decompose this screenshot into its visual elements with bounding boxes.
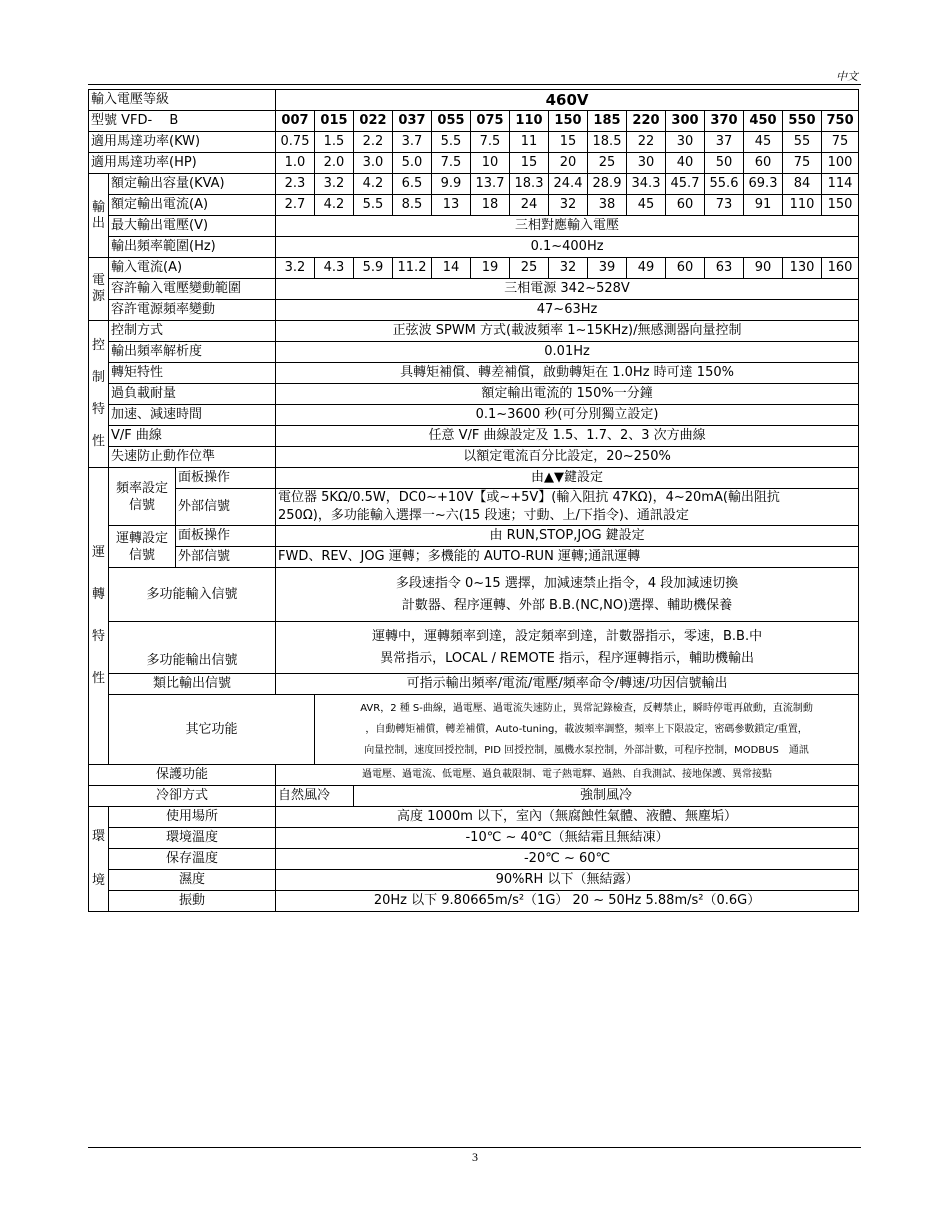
multi-input-line-1: 多段速指令 0~15 選擇，加減速禁止指令，4 段加減速切換: [395, 575, 739, 591]
multi-input-value: [276, 568, 859, 622]
freq-tolerance-label: 容許電源頻率變動: [109, 300, 276, 321]
overload-value: 額定輸出電流的 150%一分鐘: [276, 384, 859, 405]
output-current-value: 32: [549, 195, 588, 216]
motor-kw-value: 37: [705, 132, 744, 153]
accel-decel-value: 0.1~3600 秒(可分別獨立設定): [276, 405, 859, 426]
motor-hp-value: 50: [705, 153, 744, 174]
other-functions-line-1: AVR，2 種 S-曲線，過電壓、過電流失速防止，異常記錄檢查，反轉禁止，瞬時停電再啟動，直流制動: [360, 703, 813, 714]
input-current-value: 90: [744, 258, 783, 279]
output-current-value: 5.5: [354, 195, 393, 216]
cooling-forced: 強制風冷: [354, 786, 859, 807]
power-group-label: 電源: [89, 258, 109, 321]
freq-resolution-value: 0.01Hz: [276, 342, 859, 363]
input-current-value: 3.2: [276, 258, 315, 279]
freq-range-label: 輸出頻率範圍(Hz): [109, 237, 276, 258]
location-label: 使用場所: [109, 807, 276, 828]
model-code: 055: [432, 111, 471, 132]
overload-label: 過負載耐量: [109, 384, 276, 405]
model-label: 型號 VFD- B: [89, 111, 276, 132]
output-kva-value: 114: [822, 174, 859, 195]
output-kva-value: 84: [783, 174, 822, 195]
run-external-label: 外部信號: [176, 547, 276, 568]
stall-prevention-label: 失速防止動作位準: [109, 447, 276, 468]
operation-group-label: 運轉特性: [89, 468, 109, 765]
output-kva-value: 24.4: [549, 174, 588, 195]
model-code: 007: [276, 111, 315, 132]
output-current-value: 24: [510, 195, 549, 216]
output-kva-value: 9.9: [432, 174, 471, 195]
model-code: 550: [783, 111, 822, 132]
input-current-value: 130: [783, 258, 822, 279]
page-number: 3: [472, 1150, 478, 1164]
input-current-value: 49: [627, 258, 666, 279]
freq-range-value: 0.1~400Hz: [276, 237, 859, 258]
freq-external-value: [276, 489, 859, 526]
freq-resolution-label: 輸出頻率解析度: [109, 342, 276, 363]
motor-kw-value: 2.2: [354, 132, 393, 153]
vf-curve-value: 任意 V/F 曲線設定及 1.5、1.7、2、3 次方曲線: [276, 426, 859, 447]
ambient-temp-value: -10℃ ~ 40℃（無結霜且無結凍）: [276, 828, 859, 849]
output-kva-value: 28.9: [588, 174, 627, 195]
motor-kw-value: 18.5: [588, 132, 627, 153]
freq-tolerance-value: 47~63Hz: [276, 300, 859, 321]
motor-kw-value: 5.5: [432, 132, 471, 153]
cooling-natural: 自然風冷: [276, 786, 354, 807]
motor-hp-value: 3.0: [354, 153, 393, 174]
run-panel-label: 面板操作: [176, 526, 276, 547]
vibration-label: 振動: [109, 891, 276, 912]
run-setting-label: 運轉設定信號: [109, 526, 176, 568]
motor-hp-value: 5.0: [393, 153, 432, 174]
motor-kw-value: 22: [627, 132, 666, 153]
input-current-value: 25: [510, 258, 549, 279]
other-functions-label: 其它功能: [109, 695, 315, 765]
humidity-value: 90%RH 以下（無結露）: [276, 870, 859, 891]
multi-output-label: 多功能輸出信號: [109, 622, 276, 674]
output-current-value: 18: [471, 195, 510, 216]
footer-rule: [88, 1147, 861, 1148]
motor-hp-value: 1.0: [276, 153, 315, 174]
motor-hp-value: 7.5: [432, 153, 471, 174]
motor-hp-value: 10: [471, 153, 510, 174]
vf-curve-label: V/F 曲線: [109, 426, 276, 447]
input-current-value: 160: [822, 258, 859, 279]
cooling-label: 冷卻方式: [89, 786, 276, 807]
motor-kw-value: 11: [510, 132, 549, 153]
output-current-value: 4.2: [315, 195, 354, 216]
accel-decel-label: 加速、減速時間: [109, 405, 276, 426]
output-kva-value: 45.7: [666, 174, 705, 195]
output-kva-value: 2.3: [276, 174, 315, 195]
motor-kw-value: 7.5: [471, 132, 510, 153]
output-current-value: 60: [666, 195, 705, 216]
motor-hp-value: 60: [744, 153, 783, 174]
output-kva-value: 4.2: [354, 174, 393, 195]
motor-kw-value: 1.5: [315, 132, 354, 153]
location-value: 高度 1000m 以下，室內（無腐蝕性氣體、液體、無塵垢）: [276, 807, 859, 828]
model-code: 150: [549, 111, 588, 132]
motor-kw-value: 55: [783, 132, 822, 153]
max-voltage-value: 三相對應輸入電壓: [276, 216, 859, 237]
output-kva-value: 6.5: [393, 174, 432, 195]
model-code: 015: [315, 111, 354, 132]
multi-input-label: 多功能輸入信號: [109, 568, 276, 622]
model-code: 300: [666, 111, 705, 132]
model-code: 750: [822, 111, 859, 132]
freq-external-label: 外部信號: [176, 489, 276, 526]
motor-hp-value: 2.0: [315, 153, 354, 174]
input-current-value: 19: [471, 258, 510, 279]
control-method-label: 控制方式: [109, 321, 276, 342]
output-current-value: 2.7: [276, 195, 315, 216]
voltage-tolerance-label: 容許輸入電壓變動範圍: [109, 279, 276, 300]
output-current-value: 13: [432, 195, 471, 216]
humidity-label: 濕度: [109, 870, 276, 891]
freq-external-line-2: 250Ω)，多功能輸入選擇一~六(15 段速；寸動、上/下指令)、通訊設定: [278, 508, 689, 523]
output-kva-value: 3.2: [315, 174, 354, 195]
model-code: 022: [354, 111, 393, 132]
output-current-value: 45: [627, 195, 666, 216]
analog-output-value: 可指示輸出頻率/電流/電壓/頻率命令/轉速/功因信號輸出: [276, 674, 859, 695]
torque-value: 具轉矩補償、轉差補償，啟動轉矩在 1.0Hz 時可達 150%: [276, 363, 859, 384]
motor-hp-label: 適用馬達功率(HP): [89, 153, 276, 174]
motor-hp-value: 25: [588, 153, 627, 174]
run-panel-value: 由 RUN,STOP,JOG 鍵設定: [276, 526, 859, 547]
motor-hp-value: 30: [627, 153, 666, 174]
storage-temp-value: -20℃ ~ 60℃: [276, 849, 859, 870]
motor-hp-value: 75: [783, 153, 822, 174]
spec-table: [88, 89, 859, 912]
run-external-value: FWD、REV、JOG 運轉；多機能的 AUTO-RUN 運轉;通訊運轉: [276, 547, 859, 568]
storage-temp-label: 保存溫度: [109, 849, 276, 870]
input-current-value: 32: [549, 258, 588, 279]
motor-hp-value: 100: [822, 153, 859, 174]
analog-output-label: 類比輸出信號: [109, 674, 276, 695]
control-group-label: 控制特性: [89, 321, 109, 468]
motor-kw-value: 0.75: [276, 132, 315, 153]
stall-prevention-value: 以額定電流百分比設定，20~250%: [276, 447, 859, 468]
motor-kw-value: 30: [666, 132, 705, 153]
input-current-label: 輸入電流(A): [109, 258, 276, 279]
output-group-label: 輸出: [89, 174, 109, 258]
vibration-value: 20Hz 以下 9.80665m/s²（1G） 20 ~ 50Hz 5.88m/s²（0.6G）: [276, 891, 859, 912]
model-code: 220: [627, 111, 666, 132]
protection-value: 過電壓、過電流、低電壓、過負載限制、電子熱電驛、過熱、自我測試、接地保護、異常接點: [276, 765, 859, 786]
model-code: 037: [393, 111, 432, 132]
input-current-value: 63: [705, 258, 744, 279]
other-functions-value: [315, 695, 859, 765]
output-current-value: 91: [744, 195, 783, 216]
output-current-value: 38: [588, 195, 627, 216]
other-functions-line-2: ，自動轉矩補償，轉差補償，Auto-tuning，載波頻率調整，頻率上下限設定，密碼參數鎖定/重置，: [365, 724, 808, 735]
control-method-value: 正弦波 SPWM 方式(載波頻率 1~15KHz)/無感測器向量控制: [276, 321, 859, 342]
output-kva-value: 13.7: [471, 174, 510, 195]
motor-kw-label: 適用馬達功率(KW): [89, 132, 276, 153]
input-current-value: 14: [432, 258, 471, 279]
max-voltage-label: 最大輸出電壓(V): [109, 216, 276, 237]
ambient-temp-label: 環境溫度: [109, 828, 276, 849]
multi-output-line-1: 運轉中，運轉頻率到達，設定頻率到達，計數器指示，零速，B.B.中: [372, 628, 763, 644]
input-current-value: 11.2: [393, 258, 432, 279]
motor-kw-value: 45: [744, 132, 783, 153]
output-kva-label: 額定輸出容量(KVA): [109, 174, 276, 195]
multi-output-line-2: 異常指示，LOCAL / REMOTE 指示，程序運轉指示，輔助機輸出: [380, 650, 754, 666]
motor-hp-value: 20: [549, 153, 588, 174]
freq-panel-label: 面板操作: [176, 468, 276, 489]
multi-input-line-2: 計數器、程序運轉、外部 B.B.(NC,NO)選擇、輔助機保養: [401, 597, 733, 613]
freq-setting-label: 頻率設定信號: [109, 468, 176, 526]
motor-hp-value: 40: [666, 153, 705, 174]
multi-output-value: [276, 622, 859, 674]
output-current-value: 150: [822, 195, 859, 216]
other-functions-line-3: 向量控制，速度回授控制，PID 回授控制，風機水泵控制，外部計數，可程序控制，MODBUS 通訊: [364, 745, 809, 756]
protection-label: 保護功能: [89, 765, 276, 786]
input-current-value: 39: [588, 258, 627, 279]
output-kva-value: 69.3: [744, 174, 783, 195]
output-current-value: 73: [705, 195, 744, 216]
model-code: 075: [471, 111, 510, 132]
environment-group-label: 環境: [89, 807, 109, 912]
output-current-label: 額定輸出電流(A): [109, 195, 276, 216]
model-code: 185: [588, 111, 627, 132]
language-label: 中文: [836, 70, 858, 83]
motor-kw-value: 15: [549, 132, 588, 153]
input-current-value: 60: [666, 258, 705, 279]
header-rule: [88, 84, 861, 85]
input-current-value: 4.3: [315, 258, 354, 279]
output-kva-value: 34.3: [627, 174, 666, 195]
input-current-value: 5.9: [354, 258, 393, 279]
output-current-value: 110: [783, 195, 822, 216]
model-code: 450: [744, 111, 783, 132]
torque-label: 轉矩特性: [109, 363, 276, 384]
motor-kw-value: 75: [822, 132, 859, 153]
input-voltage-label: 輸入電壓等級: [89, 90, 276, 111]
voltage-class: 460V: [276, 90, 859, 111]
output-current-value: 8.5: [393, 195, 432, 216]
freq-panel-value: 由▲▼鍵設定: [276, 468, 859, 489]
motor-kw-value: 3.7: [393, 132, 432, 153]
output-kva-value: 18.3: [510, 174, 549, 195]
model-code: 110: [510, 111, 549, 132]
output-kva-value: 55.6: [705, 174, 744, 195]
voltage-tolerance-value: 三相電源 342~528V: [276, 279, 859, 300]
freq-external-line-1: 電位器 5KΩ/0.5W，DC0~+10V【或~+5V】(輸入阻抗 47KΩ)，4~20mA(輸出阻抗: [278, 490, 780, 505]
motor-hp-value: 15: [510, 153, 549, 174]
model-code: 370: [705, 111, 744, 132]
